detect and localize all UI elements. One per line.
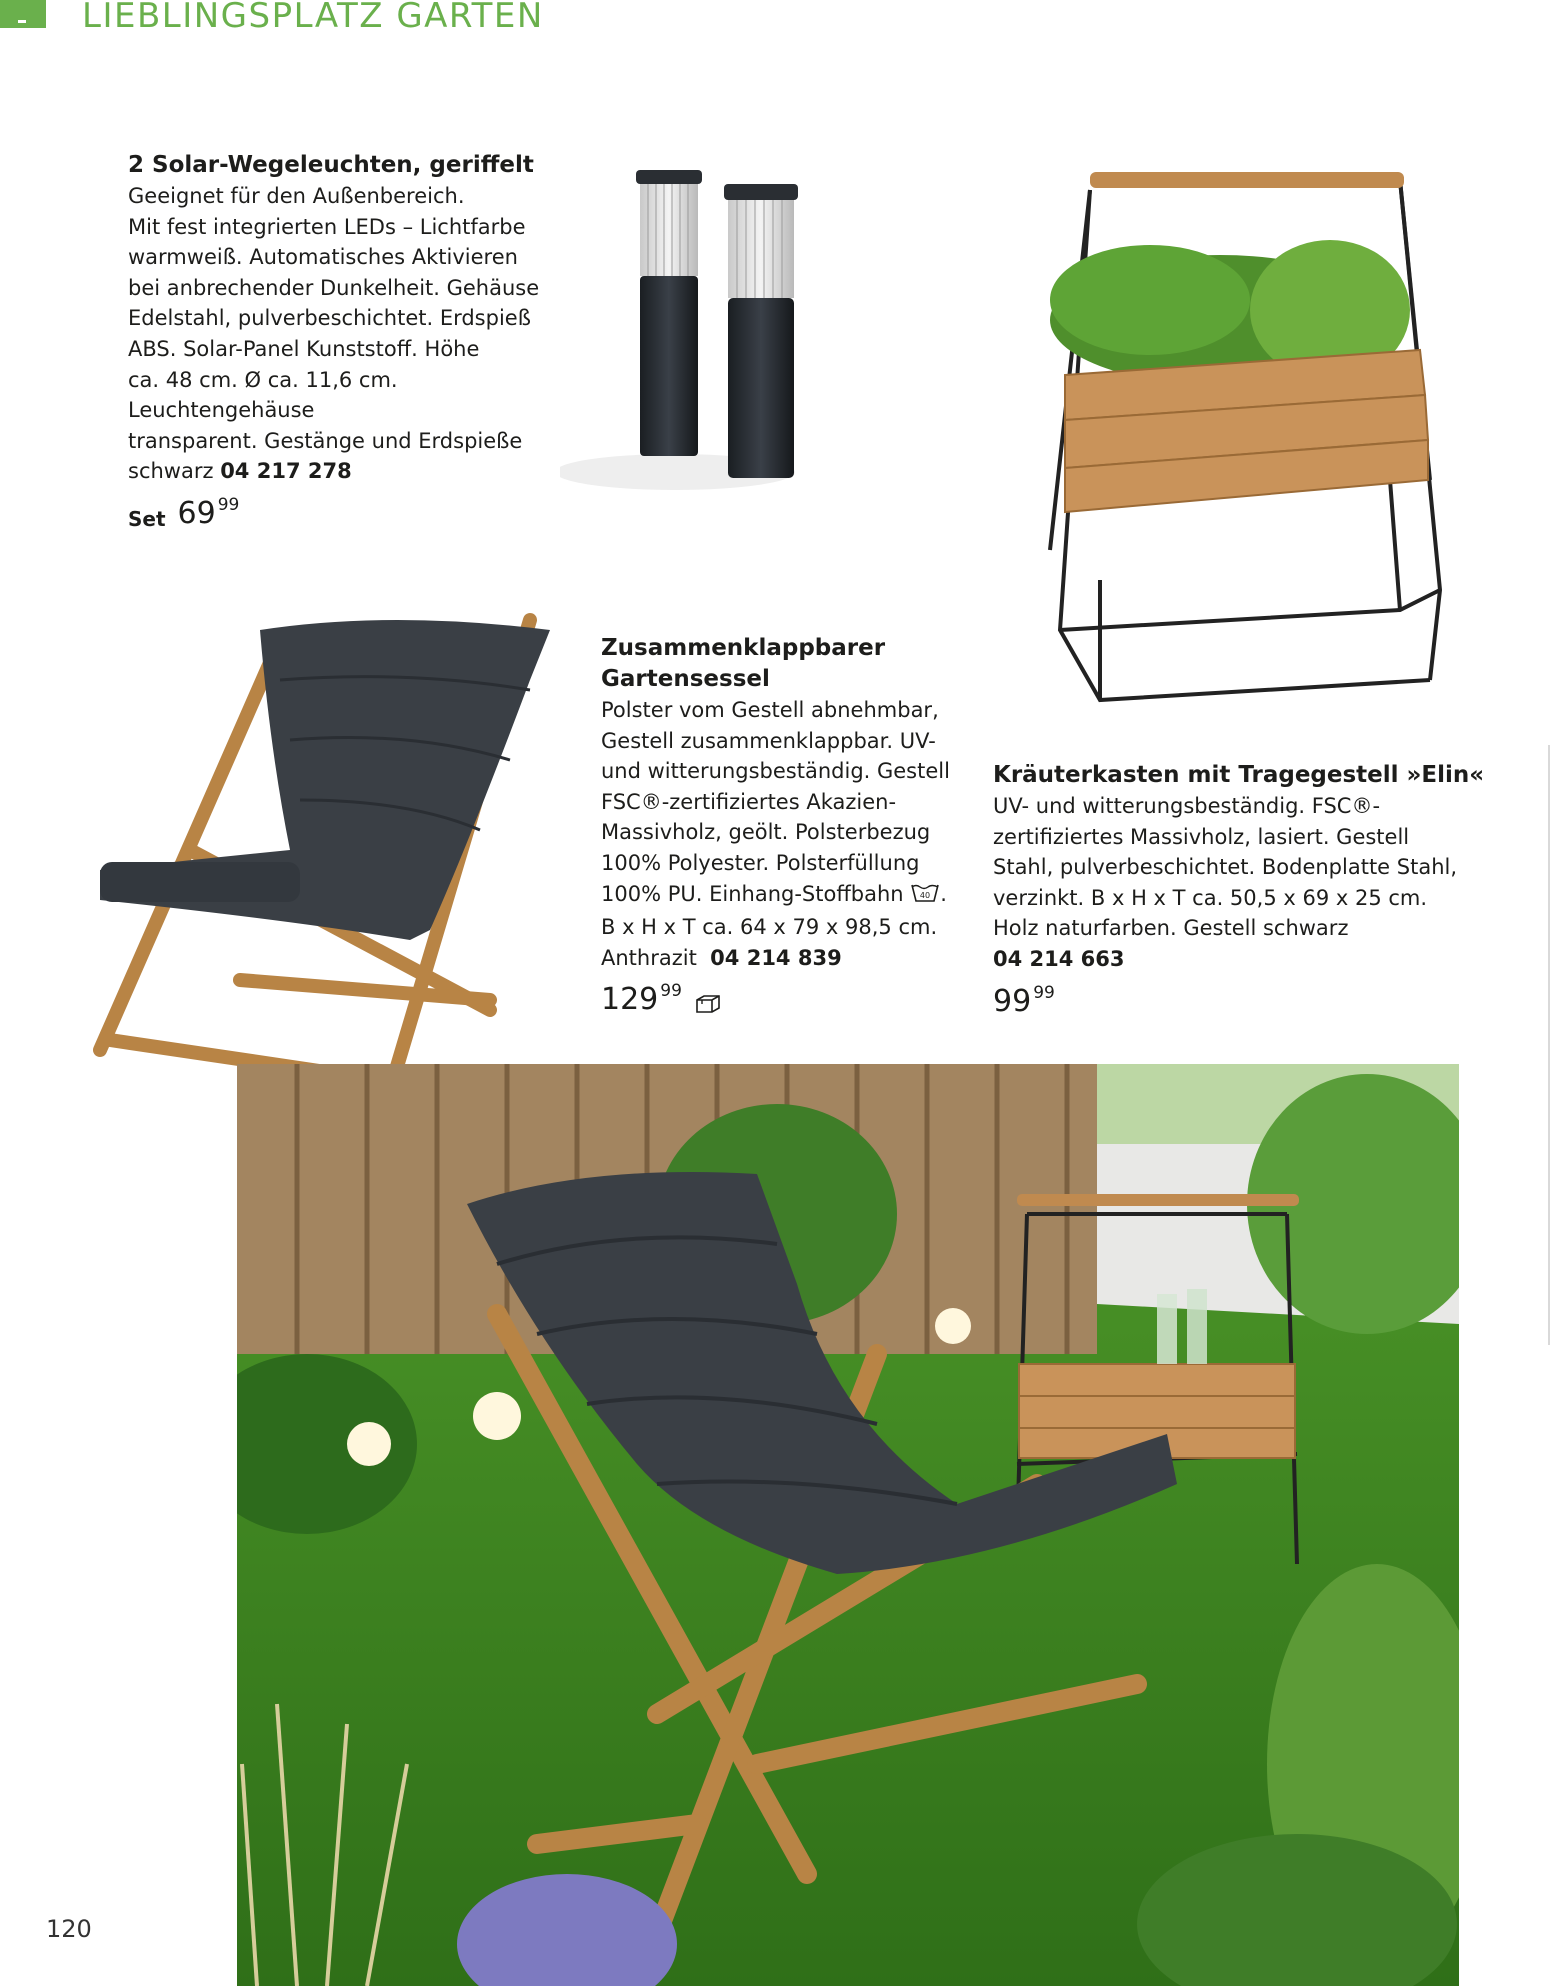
product-description: UV- und witterungsbeständig. FSC®- zertifiziertes Massivholz, lasiert. Gestell Stahl, pulverbeschichtet. Bodenplatte Stahl, verzinkt. B x H x T ca. 50,5 x 69 x 25 cm. Holz naturfarben. Gestell schwarz 04 214 663: [993, 794, 1458, 971]
price-main: 129: [601, 982, 659, 1018]
garden-lifestyle-photo: [237, 1064, 1459, 1986]
product-folding-chair: [601, 633, 951, 1019]
product-solar-lamps: [128, 150, 578, 531]
article-number: 04 214 663: [993, 946, 1125, 971]
wash-symbol-icon: [910, 882, 940, 913]
folding-chair-image: [90, 600, 570, 1110]
article-number: 04 214 839: [710, 945, 842, 970]
price-cents: 99: [217, 494, 240, 515]
price-main: 69: [177, 495, 216, 531]
price: [993, 982, 1513, 1019]
article-number: 04 217 278: [220, 459, 352, 484]
product-title: 2 Solar-Wegeleuchten, geriffelt: [128, 152, 534, 178]
product-description: Polster vom Gestell abnehmbar, Gestell zusammenklappbar. UV- und witterungsbeständig. Gestell FSC®-zertifiziertes Akazien- Massivholz, geölt. Polsterbezug 100% Polyester. Polsterfüllung 100% PU. Einhang-Stoffbahn 40 . B x H x T ca. 64 x 79 x 98,5 cm. Anthrazit 04 214 839: [601, 698, 950, 970]
price-main: 99: [993, 983, 1032, 1019]
parcel-icon: [694, 993, 722, 1019]
price: [128, 494, 578, 531]
herb-box-image: [1030, 150, 1500, 710]
price: [601, 983, 951, 1019]
product-title: Zusammenklappbarer Gartensessel: [601, 635, 886, 692]
solar-lamps-image: [560, 150, 830, 510]
product-herb-box: [993, 760, 1513, 1019]
product-title: Kräuterkasten mit Tragegestell »Elin«: [993, 762, 1485, 788]
price-prefix: Set: [128, 506, 166, 531]
section-color-tab: [0, 0, 46, 28]
price-cents: 99: [1033, 982, 1055, 1003]
price-cents: 99: [660, 981, 682, 1002]
svg-text:40: 40: [920, 890, 931, 900]
section-title: LIEBLINGSPLATZ GARTEN: [82, 0, 544, 36]
product-description: Geeignet für den Außenbereich. Mit fest integrierten LEDs – Lichtfarbe warmweiß. Automatisches Aktivieren bei anbrechender Dunkelheit. Gehäuse Edelstahl, pulverbeschichtet. Erdspieß ABS. Solar-Panel Kunststoff. Höhe ca. 48 cm. Ø ca. 11,6 cm. Leuchtengehäuse transparent. Gestänge und Erdspieße schwarz 04 217 278: [128, 184, 540, 484]
page-number: 120: [46, 1915, 92, 1943]
